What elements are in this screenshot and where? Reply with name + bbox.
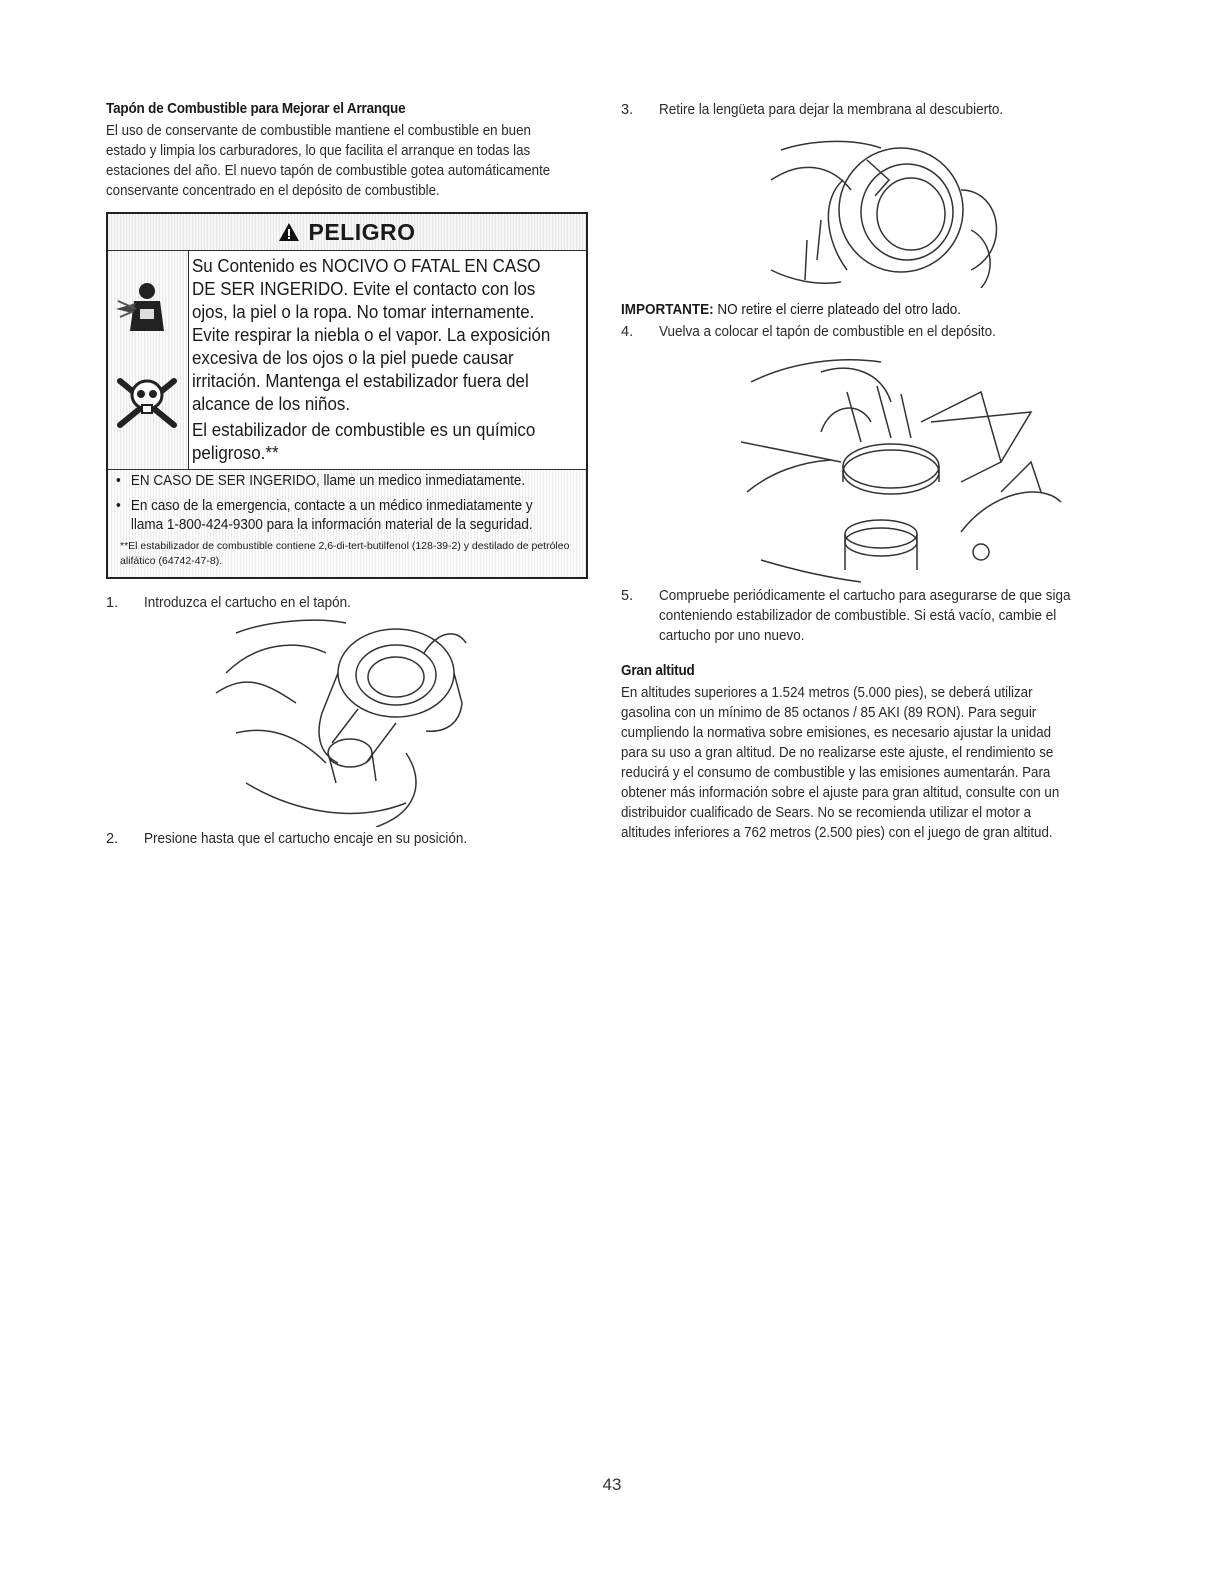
section-heading-fuel-cap: Tapón de Combustible para Mejorar el Arranque <box>106 100 406 117</box>
danger-stabilizer-text: El estabilizador de combustible es un químico peligroso.** <box>192 420 536 463</box>
step-5: 5. Compruebe periódicamente el cartucho para asegurarse de que siga conteniendo estabilizador de combustible. Si está vacío, cambie el cartucho por uno nuevo. <box>621 588 1071 644</box>
step-4: 4. Vuelva a colocar el tapón de combustible en el depósito. <box>621 324 996 340</box>
right-column <box>621 100 1121 843</box>
altitude-paragraph: En altitudes superiores a 1.524 metros (5.000 pies), se deberá utilizar gasolina con un mínimo de 85 octanos / 85 AKI (89 RON). Para seguir cumpliendo la normativa sobre emisiones, es necesario ajustar la unidad para su uso a gran altitud. De no realizarse este ajuste, el rendimiento se reducirá y el consumo de combustible y las emisiones aumentarán. Para obtener más información sobre el ajuste para gran altitud, consulte con un distribuidor cualificado de Sears. No se recomienda utilizar el motor a altitudes inferiores a 762 metros (2.500 pies) con el juego de gran altitud. <box>621 685 1060 841</box>
warning-triangle-icon <box>278 222 300 242</box>
important-note: IMPORTANTE: NO retire el cierre plateado del otro lado. <box>621 302 962 318</box>
intro-paragraph: El uso de conservante de combustible mantiene el combustible en buen estado y limpia los carburadores, lo que facilita el arranque en todas las estaciones del año. El nuevo tapón de combustible gotea automáticamente conservante concentrado en el depósito de combustible. <box>106 123 551 199</box>
danger-icons <box>108 251 189 469</box>
skull-crossbones-icon <box>114 371 180 431</box>
left-column <box>106 100 590 849</box>
danger-box <box>106 212 588 579</box>
hazard-person-icon <box>114 279 180 339</box>
page-number: 43 <box>602 1475 622 1494</box>
danger-title: PELIGRO <box>308 218 416 245</box>
danger-footnote: **El estabilizador de combustible contiene 2,6-di-tert-butilfenol (128-39-2) y destilado de petróleo alifático (64742-47-8). <box>120 540 570 567</box>
step-3: 3. Retire la lengüeta para dejar la membrana al descubierto. <box>621 102 1004 118</box>
cartridge-insert-illustration <box>106 613 590 827</box>
important-label: IMPORTANTE: <box>621 302 714 318</box>
remove-tab-illustration <box>621 120 1121 288</box>
danger-warning-text: Su Contenido es NOCIVO O FATAL EN CASO DE SER INGERIDO. Evite el contacto con los ojos, la piel o la ropa. No tomar internamente. Evite respirar la niebla o el vapor. La exposición excesiva de los ojos o la piel puede causar irritación. Mantenga el estabilizador fuera del alcance de los niños. <box>192 256 551 414</box>
danger-header <box>108 214 586 251</box>
danger-bullet: • EN CASO DE SER INGERIDO, llame un medico inmediatamente. <box>116 473 526 489</box>
step-1: 1. Introduzca el cartucho en el tapón. <box>106 595 351 611</box>
replace-cap-illustration <box>621 342 1121 584</box>
step-2: 2. Presione hasta que el cartucho encaje en su posición. <box>106 831 468 847</box>
danger-bullet: • En caso de la emergencia, contacte a un médico inmediatamente y llama 1-800-424-9300 para la información material de la seguridad. <box>116 498 533 533</box>
section-heading-altitude: Gran altitud <box>621 662 695 679</box>
